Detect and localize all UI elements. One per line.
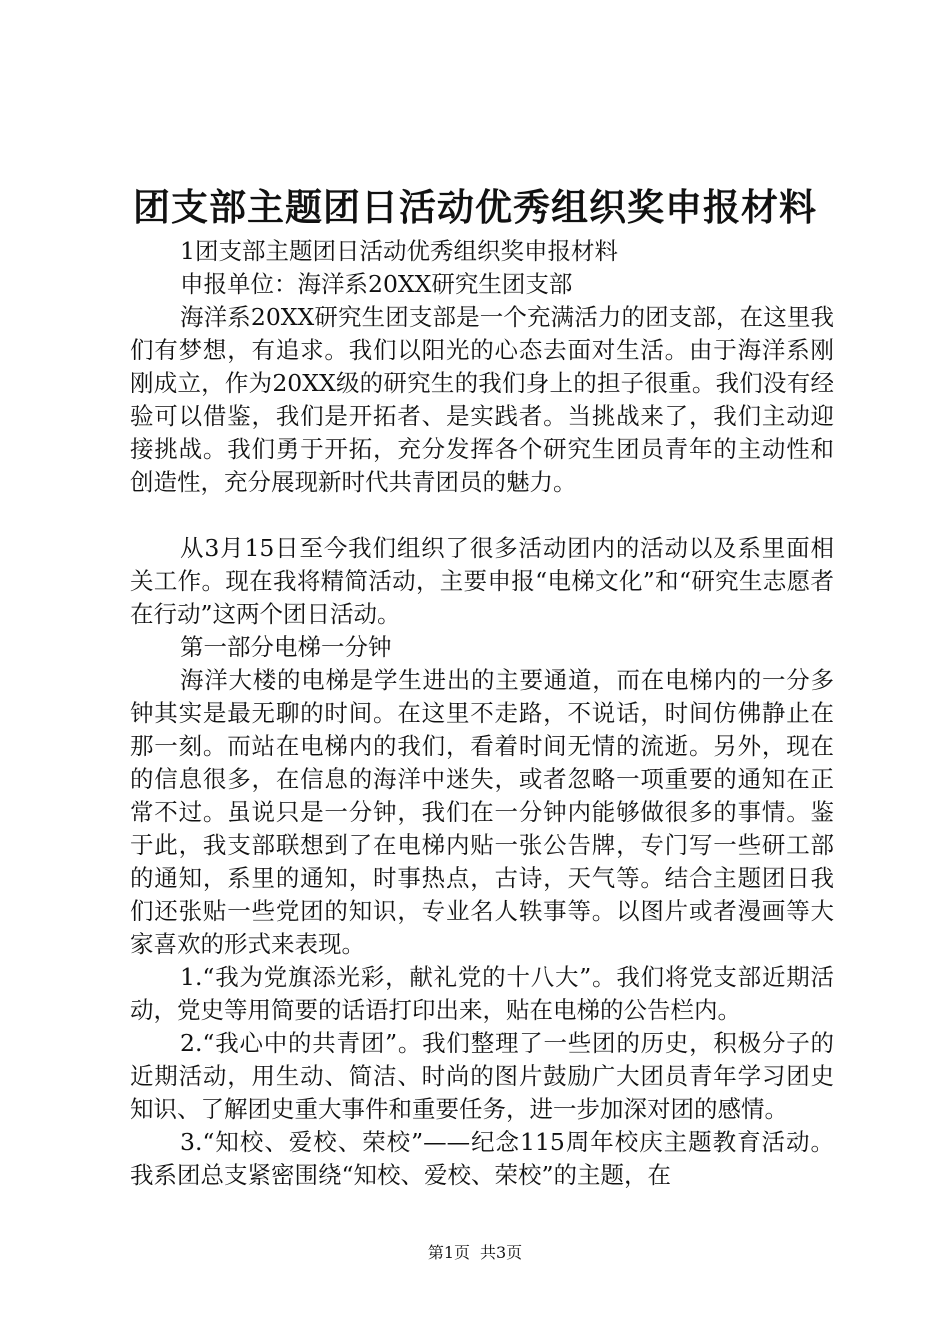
- paragraph-subtitle: 1团支部主题团日活动优秀组织奖申报材料: [180, 237, 618, 265]
- paragraph-elevator: 海洋大楼的电梯是学生进出的主要通道，而在电梯内的一分多钟其实是最无聊的时间。在这里不走路，不说话，时间仿佛静止在那一刻。而站在电梯内的我们，看着时间无情的流逝。另外，现在的信息很多，在信息的海洋中迷失，或者忽略一项重要的通知在正常不过。虽说只是一分钟，我们在一分钟内能够做很多的事情。鉴于此，我支部联想到了在电梯内贴一张公告牌，专门写一些研工部的通知，系里的通知，时事热点，古诗，天气等。结合主题团日我们还张贴一些党团的知识，专业名人轶事等。以图片或者漫画等大家喜欢的形式来表现。: [130, 666, 834, 958]
- paragraph-overview: 从3月15日至今我们组织了很多活动团内的活动以及系里面相关工作。现在我将精简活动，主要申报“电梯文化”和“研究生志愿者在行动”这两个团日活动。: [130, 534, 834, 628]
- document-body: [130, 235, 834, 1192]
- page-footer: [0, 1242, 950, 1264]
- list-item-2: 2.“我心中的共青团”。我们整理了一些团的历史，积极分子的近期活动，用生动、简洁、时尚的图片鼓励广大团员青年学习团史知识、了解团史重大事件和重要任务，进一步加深对团的感情。: [130, 1029, 834, 1123]
- paragraph-applicant: 申报单位：海洋系20XX研究生团支部: [180, 270, 573, 298]
- section-heading: 第一部分电梯一分钟: [180, 633, 392, 661]
- page-number: 第1页: [427, 1243, 470, 1262]
- document-title: 团支部主题团日活动优秀组织奖申报材料: [133, 186, 817, 229]
- list-item-1: 1.“我为党旗添光彩，献礼党的十八大”。我们将党支部近期活动，党史等用简要的话语打印出来，贴在电梯的公告栏内。: [130, 963, 834, 1024]
- paragraph-intro: 海洋系20XX研究生团支部是一个充满活力的团支部，在这里我们有梦想，有追求。我们以阳光的心态去面对生活。由于海洋系刚刚成立，作为20XX级的研究生的我们身上的担子很重。我们没有经验可以借鉴，我们是开拓者、是实践者。当挑战来了，我们主动迎接挑战。我们勇于开拓，充分发挥各个研究生团员青年的主动性和创造性，充分展现新时代共青团员的魅力。: [130, 303, 834, 496]
- list-item-3: 3.“知校、爱校、荣校”——纪念115周年校庆主题教育活动。我系团总支紧密围绕“知校、爱校、荣校”的主题，在: [130, 1128, 834, 1189]
- page-total: 共3页: [480, 1243, 523, 1262]
